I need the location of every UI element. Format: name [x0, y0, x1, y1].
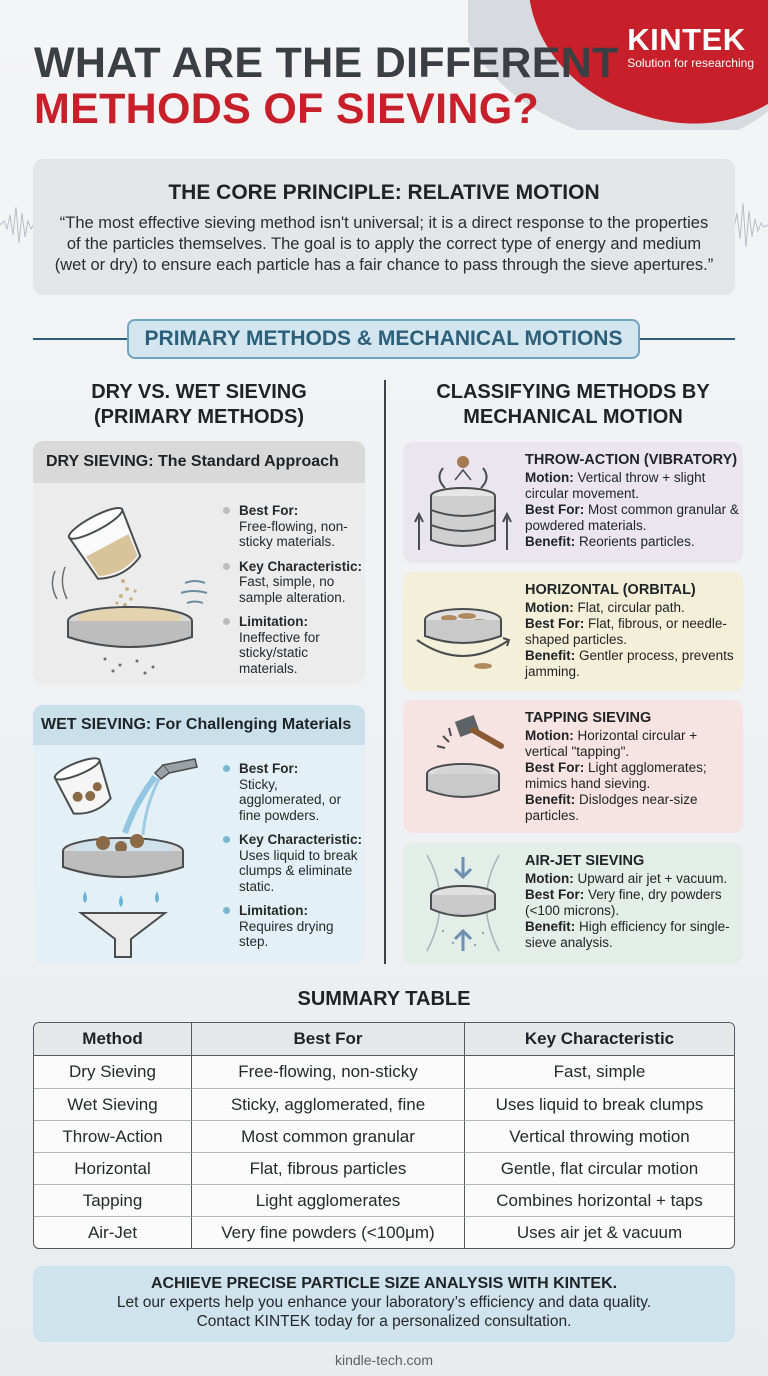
left-column-heading-line1: DRY VS. WET SIEVING — [91, 381, 307, 403]
dry-sieving-header: DRY SIEVING: The Standard Approach — [33, 441, 365, 483]
method-card-air-jet — [403, 843, 743, 964]
stacked-sieve-icon — [413, 450, 513, 556]
dry-limitation-text: Ineffective for sticky/static materials. — [239, 629, 320, 676]
method-tapping-motion: Horizontal circular + vertical "tapping". — [525, 728, 698, 759]
summary-header-method: Method — [34, 1023, 191, 1056]
summary-header-key-characteristic: Key Characteristic — [464, 1023, 734, 1056]
summary-header-best-for: Best For — [191, 1023, 464, 1056]
table-row — [34, 1152, 734, 1184]
cta-line2: Contact KINTEK today for a personalized consultation. — [196, 1313, 572, 1330]
table-cell: Gentle, flat circular motion — [464, 1152, 734, 1184]
method-throw-action-title: THROW-ACTION (VIBRATORY) — [525, 452, 738, 468]
motion-label: Motion: — [525, 600, 574, 615]
method-throw-action-motion: Vertical throw + slight circular movement. — [525, 470, 706, 501]
method-throw-action-benefit: Reorients particles. — [579, 534, 695, 549]
cta-line1: Let our experts help you enhance your laboratory’s efficiency and data quality. — [116, 1294, 652, 1311]
method-horizontal-text — [525, 582, 741, 680]
method-horizontal-best-for: Flat, fibrous, or needle-shaped particles. — [525, 616, 727, 647]
table-cell: Dry Sieving — [69, 1062, 156, 1081]
wet-key-characteristic — [223, 832, 365, 894]
table-cell: Fast, simple — [464, 1056, 734, 1088]
dry-key-characteristic — [223, 559, 365, 606]
benefit-label: Benefit: — [525, 648, 576, 663]
summary-table-header-row — [34, 1023, 734, 1056]
method-air-jet-motion: Upward air jet + vacuum. — [577, 871, 728, 886]
divider-line-left — [33, 338, 129, 340]
method-card-tapping — [403, 700, 743, 833]
table-row — [34, 1184, 734, 1216]
dry-limitation — [223, 614, 365, 676]
best-for-label: Best For: — [525, 760, 585, 775]
table-cell: Air-Jet — [34, 1216, 191, 1248]
table-cell: Most common granular — [191, 1120, 464, 1152]
air-jet-sieve-icon — [413, 851, 513, 957]
dry-limitation-label: Limitation: — [239, 614, 308, 629]
motion-label: Motion: — [525, 470, 574, 485]
method-throw-action-text — [525, 452, 741, 550]
method-horizontal-title: HORIZONTAL (ORBITAL) — [525, 582, 696, 598]
best-for-label: Best For: — [525, 502, 585, 517]
left-column-heading-line2: (PRIMARY METHODS) — [94, 406, 304, 428]
summary-table — [33, 1022, 735, 1249]
wet-sieving-illustration-icon — [45, 753, 215, 958]
brand-logo[interactable] — [627, 24, 754, 70]
dry-key-characteristic-text: Fast, simple, no sample alteration. — [239, 574, 346, 605]
method-air-jet-benefit: High efficiency for single-sieve analysis. — [525, 919, 730, 950]
dry-sieving-card — [33, 441, 365, 684]
brand-logo-text: KINTEK — [627, 22, 746, 57]
best-for-label: Best For: — [525, 616, 585, 631]
table-cell: Combines horizontal + taps — [464, 1184, 734, 1216]
method-card-throw-action — [403, 442, 743, 563]
page-title-line2: METHODS OF SIEVING? — [34, 85, 540, 133]
brand-tagline: Solution for researching — [627, 56, 754, 70]
table-cell: Light agglomerates — [191, 1184, 464, 1216]
dry-best-for — [223, 503, 365, 550]
table-row — [34, 1120, 734, 1152]
section-heading-pill: PRIMARY METHODS & MECHANICAL MOTIONS — [127, 319, 640, 359]
cta-heading: ACHIEVE PRECISE PARTICLE SIZE ANALYSIS WITH KINTEK. — [150, 1275, 618, 1292]
wet-key-characteristic-text: Uses liquid to break clumps & eliminate static. — [239, 847, 358, 894]
wet-best-for-label: Best For: — [239, 761, 299, 776]
table-cell: Uses liquid to break clumps — [464, 1088, 734, 1120]
wet-limitation-text: Requires drying step. — [239, 918, 334, 949]
method-tapping-benefit: Dislodges near-size particles. — [525, 792, 698, 823]
column-separator — [384, 380, 386, 964]
motion-label: Motion: — [525, 871, 574, 886]
wet-best-for — [223, 761, 365, 823]
table-cell: Tapping — [34, 1184, 191, 1216]
dry-best-for-text: Free-flowing, non-sticky materials. — [239, 518, 348, 549]
left-column-heading — [33, 380, 365, 430]
table-row — [34, 1216, 734, 1248]
method-horizontal-benefit: Gentler process, prevents jamming. — [525, 648, 734, 679]
table-cell: Sticky, agglomerated, fine — [191, 1088, 464, 1120]
divider-line-right — [638, 338, 735, 340]
page-title-line1: WHAT ARE THE DIFFERENT — [34, 39, 619, 87]
table-cell: Vertical throwing motion — [464, 1120, 734, 1152]
wet-key-characteristic-label: Key Characteristic: — [239, 832, 363, 847]
summary-table-title: SUMMARY TABLE — [297, 988, 471, 1010]
wet-limitation — [223, 903, 365, 950]
method-tapping-title: TAPPING SIEVING — [525, 710, 652, 726]
table-cell: Very fine powders (<100μm) — [191, 1216, 464, 1248]
method-air-jet-best-for: Very fine, dry powders (<100 microns). — [525, 887, 722, 918]
wet-limitation-label: Limitation: — [239, 903, 308, 918]
core-principle-box — [33, 159, 735, 295]
dry-best-for-label: Best For: — [239, 503, 299, 518]
table-cell: Wet Sieving — [34, 1088, 191, 1120]
table-row — [34, 1056, 734, 1088]
table-cell: Throw-Action — [34, 1120, 191, 1152]
method-throw-action-best-for: Most common granular & powdered materials. — [525, 502, 739, 533]
right-column-heading-line1: CLASSIFYING METHODS BY — [436, 381, 710, 403]
method-air-jet-title: AIR-JET SIEVING — [525, 853, 645, 869]
dry-sieving-points — [223, 503, 365, 684]
hammer-sieve-icon — [413, 708, 513, 814]
table-cell: Uses air jet & vacuum — [464, 1216, 734, 1248]
wet-sieving-header: WET SIEVING: For Challenging Materials — [33, 705, 365, 745]
method-air-jet-text — [525, 853, 741, 951]
method-horizontal-motion: Flat, circular path. — [577, 600, 685, 615]
right-column-heading-line2: MECHANICAL MOTION — [463, 406, 683, 428]
table-cell: Horizontal — [34, 1152, 191, 1184]
benefit-label: Benefit: — [525, 792, 576, 807]
method-tapping-best-for: Light agglomerates; mimics hand sieving. — [525, 760, 707, 791]
table-cell: Free-flowing, non-sticky — [191, 1056, 464, 1088]
call-to-action-box[interactable] — [33, 1266, 735, 1342]
dry-sieving-illustration-icon — [45, 501, 215, 676]
right-column-heading — [403, 380, 743, 430]
table-cell: Flat, fibrous particles — [191, 1152, 464, 1184]
core-principle-heading: THE CORE PRINCIPLE: RELATIVE MOTION — [168, 181, 600, 204]
wet-sieving-points — [223, 761, 365, 959]
best-for-label: Best For: — [525, 887, 585, 902]
footer-website-link[interactable]: kindle-tech.com — [334, 1352, 434, 1368]
page-title — [34, 40, 619, 132]
orbital-sieve-icon — [413, 580, 513, 686]
method-card-horizontal — [403, 572, 743, 691]
benefit-label: Benefit: — [525, 534, 576, 549]
core-principle-quote: “The most effective sieving method isn't universal; it is a direct response to the properties of the particles themselves. The goal is to apply the correct type of energy and medium (wet or dry) to ensure each particle has a fair chance to pass through the sieve apertures.” — [54, 214, 714, 274]
wet-best-for-text: Sticky, agglomerated, or fine powders. — [239, 776, 342, 823]
dry-key-characteristic-label: Key Characteristic: — [239, 558, 363, 574]
method-tapping-text — [525, 710, 741, 824]
benefit-label: Benefit: — [525, 919, 576, 934]
table-row — [34, 1088, 734, 1120]
motion-label: Motion: — [525, 728, 574, 743]
wet-sieving-card — [33, 705, 365, 964]
